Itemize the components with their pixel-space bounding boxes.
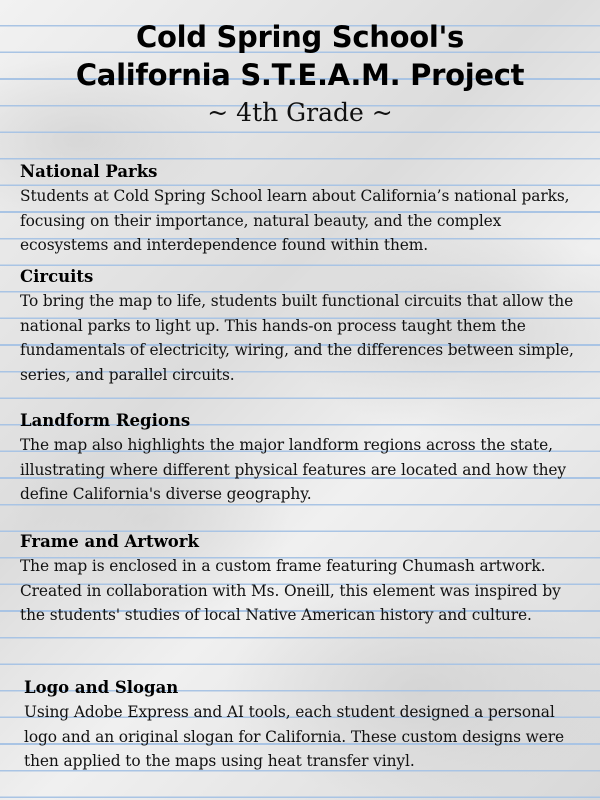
section-heading: Frame and Artwork [20,532,199,551]
section-body: To bring the map to life, students built functional circuits that allow the national parks to light up. This hands-on process taught them the fundamentals of electricity, wiring, and the differences between simple, series, and parallel circuits. [20,292,574,384]
section-body: The map is enclosed in a custom frame featuring Chumash artwork. Created in collaboration with Ms. Oneill, this element was inspired by the students' studies of local Native American history and culture. [20,557,561,625]
section-landform-regions [20,409,580,507]
page-title-line-1: Cold Spring School's [135,20,465,54]
section-circuits [20,265,580,387]
section-national-parks [20,160,580,258]
section-heading: National Parks [20,162,158,181]
section-heading: Logo and Slogan [24,678,179,697]
section-logo-and-slogan [24,676,584,774]
grade-subtitle: ~ 4th Grade ~ [207,98,393,127]
section-frame-and-artwork [20,530,580,628]
section-body: Students at Cold Spring School learn about California’s national parks, focusing on their importance, natural beauty, and the complex ecosystems and interdependence found within them. [20,187,570,255]
page-header [0,0,600,130]
section-body: Using Adobe Express and AI tools, each student designed a personal logo and an original slogan for California. These custom designs were then applied to the maps using heat transfer vinyl. [24,703,565,771]
section-heading: Landform Regions [20,411,191,430]
section-heading: Circuits [20,267,94,286]
section-body: The map also highlights the major landform regions across the state, illustrating where different physical features are located and how they define California's diverse geography. [20,436,566,504]
page-title-line-2: California S.T.E.A.M. Project [75,58,525,92]
